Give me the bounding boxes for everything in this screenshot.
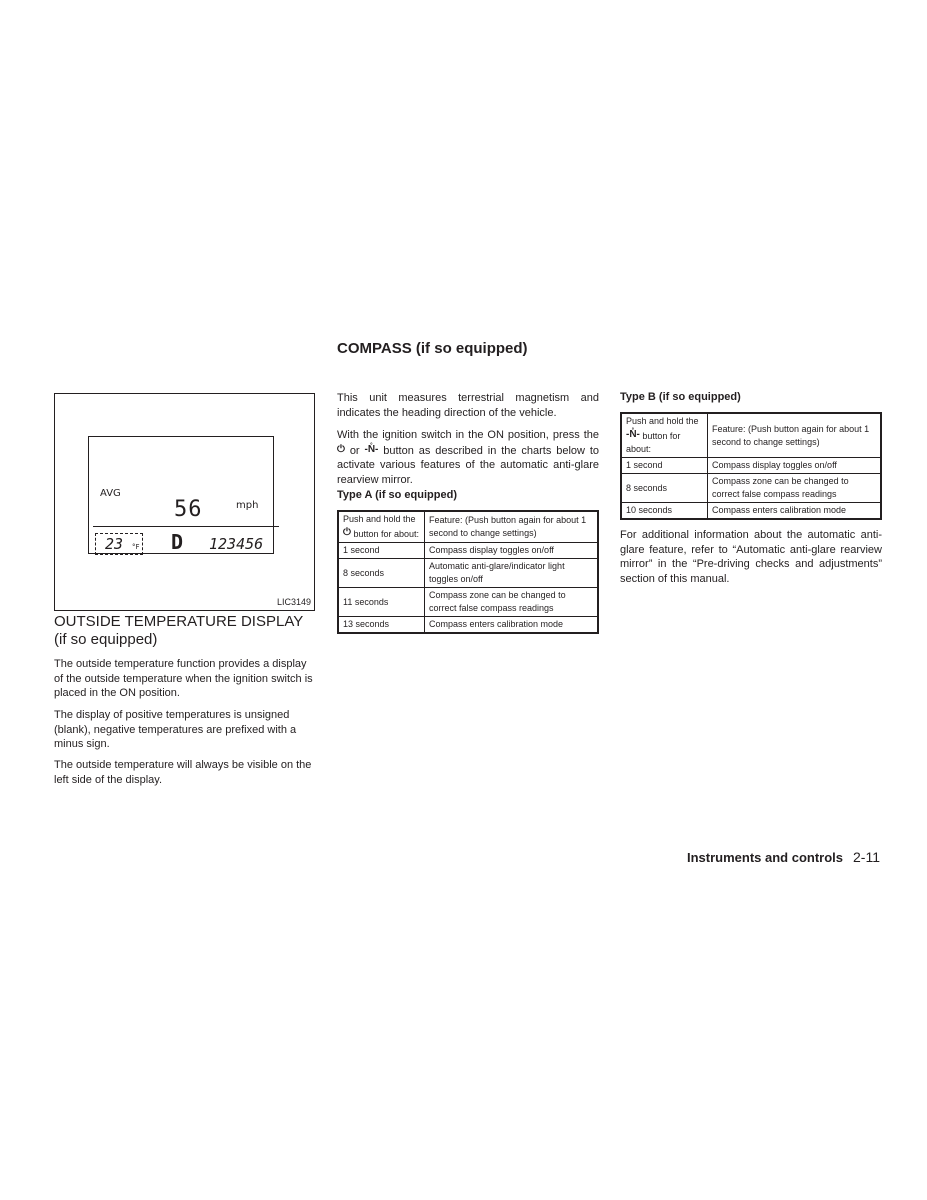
- row-feature: Compass enters calibration mode: [708, 503, 882, 520]
- outside-temp-paragraph-2: The display of positive temperatures is unsigned (blank), negative temperatures are prefixed with a minus sign.: [54, 709, 297, 750]
- row-feature: Compass enters calibration mode: [425, 617, 599, 634]
- header-text: Push and hold the: [626, 416, 699, 426]
- type-a-heading: Type A (if so equipped): [337, 489, 457, 501]
- outside-temperature-title: [54, 613, 316, 649]
- row-feature: Compass zone can be changed to correct false compass readings: [708, 474, 882, 503]
- display-divider: [93, 526, 279, 527]
- compass-p2-text-b: button as described in the charts below to activate various features of the automatic anti-glare rearview mirror.: [337, 444, 600, 486]
- power-icon: ⏻: [343, 527, 351, 538]
- avg-label: AVG: [100, 488, 121, 499]
- compass-heading: COMPASS (if so equipped): [337, 340, 528, 357]
- table-row: [338, 543, 598, 559]
- table-row: [338, 617, 598, 634]
- row-feature: Compass display toggles on/off: [425, 543, 599, 559]
- table-row: [338, 588, 598, 617]
- row-time: 10 seconds: [621, 503, 708, 520]
- compass-paragraph-1: This unit measures terrestrial magnetism and indicates the heading direction of the vehicle.: [337, 392, 599, 419]
- temperature-value: 23: [105, 535, 124, 553]
- page-footer: [687, 849, 880, 865]
- compass-p2-or: or: [349, 444, 360, 457]
- row-feature: Compass zone can be changed to correct false compass readings: [425, 588, 599, 617]
- header-col-time: [338, 511, 425, 543]
- display-screen: [88, 436, 274, 554]
- table-header-row: [338, 511, 598, 543]
- row-time: 8 seconds: [338, 559, 425, 588]
- footer-section-title: Instruments and controls: [686, 850, 844, 865]
- type-a-table: [337, 510, 599, 634]
- row-time: 1 second: [338, 543, 425, 559]
- compass-button-icon: -N̊-: [626, 429, 640, 440]
- figure-id: LIC3149: [276, 597, 311, 607]
- row-time: 1 second: [621, 458, 708, 474]
- compass-button-icon: -N̊-: [364, 443, 379, 455]
- header-text: button for about:: [626, 431, 681, 454]
- odometer-value: 123456: [209, 535, 264, 553]
- header-col-time: [621, 413, 708, 458]
- table-row: [338, 559, 598, 588]
- power-icon: ⏻: [337, 443, 345, 455]
- row-time: 8 seconds: [621, 474, 708, 503]
- title-line-2: (if so equipped): [54, 631, 158, 648]
- title-line-1: OUTSIDE TEMPERATURE DISPLAY: [54, 613, 304, 630]
- compass-p2-text-a: With the ignition switch in the ON position, press the: [337, 429, 599, 441]
- instrument-display-figure: [54, 393, 315, 611]
- row-feature: Automatic anti-glare/indicator light toggles on/off: [425, 559, 599, 588]
- type-b-heading: Type B (if so equipped): [620, 391, 741, 403]
- more-info-paragraph: For additional information about the automatic anti-glare feature, refer to “Automatic anti-glare rearview mirror” in the “Pre-driving checks and adjustments” section of this manual.: [620, 529, 882, 585]
- table-row: [621, 458, 881, 474]
- table-header-row: [621, 413, 881, 458]
- speed-unit: mph: [236, 500, 259, 511]
- table-row: [621, 474, 881, 503]
- compass-paragraph-2: [337, 428, 599, 487]
- table-row: [621, 503, 881, 520]
- row-time: 11 seconds: [338, 588, 425, 617]
- header-col-feature: Feature: (Push button again for about 1 second to change settings): [708, 413, 882, 458]
- row-time: 13 seconds: [338, 617, 425, 634]
- page-number: 2-11: [853, 849, 880, 865]
- header-text: button for about:: [353, 529, 419, 539]
- type-b-table: [620, 412, 882, 520]
- speed-value: 56: [174, 497, 203, 522]
- outside-temp-paragraph-3: The outside temperature will always be visible on the left side of the display.: [54, 759, 312, 786]
- row-feature: Compass display toggles on/off: [708, 458, 882, 474]
- gear-indicator: D: [171, 530, 184, 554]
- header-text: Push and hold the: [343, 514, 416, 524]
- outside-temp-paragraph-1: The outside temperature function provides a display of the outside temperature when the ignition switch is placed in the ON position.: [54, 658, 313, 699]
- temperature-unit: °F: [132, 543, 140, 551]
- header-col-feature: Feature: (Push button again for about 1 second to change settings): [425, 511, 599, 543]
